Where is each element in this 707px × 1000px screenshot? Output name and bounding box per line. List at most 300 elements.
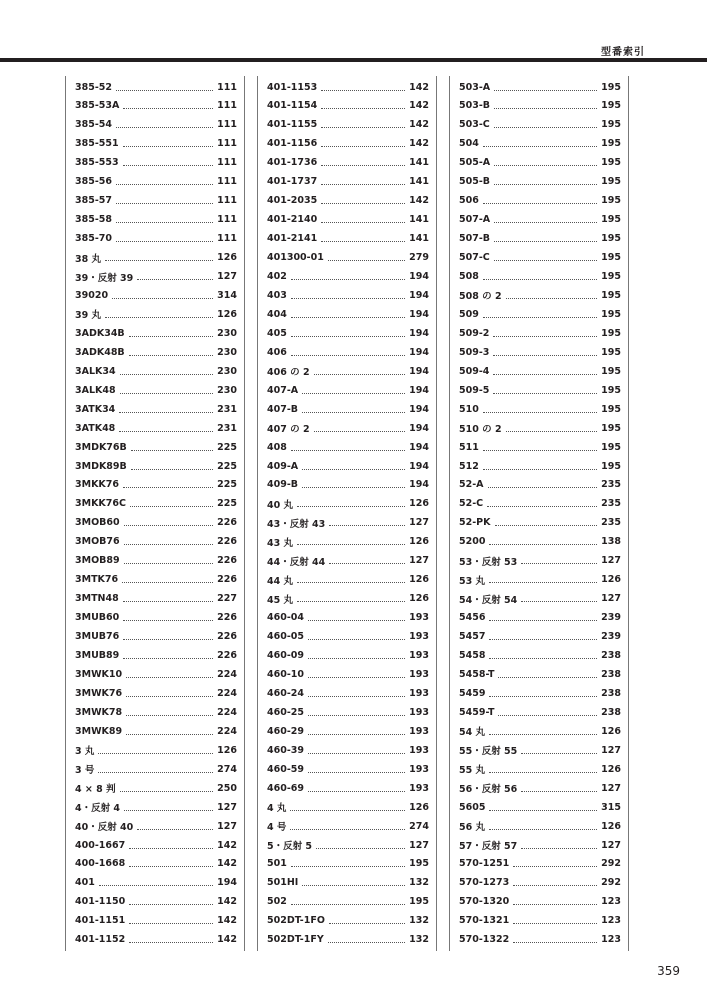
index-entry: [459, 912, 621, 930]
index-entry-page: 226: [217, 517, 237, 529]
index-entry-code: 56 丸: [459, 822, 486, 834]
index-entry-code: 507-B: [459, 233, 491, 245]
index-entry-code: 52-C: [459, 498, 484, 510]
dot-leader: [130, 504, 213, 507]
index-entry: [75, 779, 237, 797]
index-entry: [459, 343, 621, 361]
index-entry: [267, 684, 429, 702]
index-entry: [75, 855, 237, 873]
index-entry-page: 224: [217, 668, 237, 680]
index-entry: [75, 590, 237, 608]
index-entry: [459, 722, 621, 740]
index-entry-page: 141: [409, 176, 429, 188]
index-entry: [459, 855, 621, 873]
index-entry-page: 195: [601, 271, 621, 282]
index-entry: [75, 684, 237, 702]
index-entry-code: 55 丸: [459, 765, 486, 777]
dot-leader: [105, 258, 213, 261]
index-entry-page: 126: [601, 820, 621, 832]
index-entry-page: 193: [409, 706, 429, 718]
index-entry-code: 508: [459, 271, 479, 282]
index-entry: [267, 931, 429, 949]
dot-leader: [493, 391, 597, 394]
index-entry: [459, 457, 621, 475]
dot-leader: [112, 296, 213, 299]
index-entry-page: 193: [409, 744, 429, 756]
dot-leader: [290, 808, 405, 811]
index-entry: [459, 552, 621, 570]
index-entry-page: 194: [409, 271, 429, 282]
dot-leader: [308, 713, 405, 716]
index-entry-code: 507-A: [459, 214, 491, 226]
index-entry: [459, 438, 621, 456]
dot-leader: [98, 770, 213, 773]
index-entry: [267, 703, 429, 721]
dot-leader: [489, 732, 597, 735]
index-entry: [75, 116, 237, 134]
index-entry: [75, 571, 237, 589]
index-entry-code: 570-1321: [459, 915, 510, 927]
index-entry: [267, 400, 429, 418]
index-entry: [267, 741, 429, 759]
dot-leader: [513, 921, 597, 924]
index-entry-code: 512: [459, 460, 479, 472]
index-entry: [75, 722, 237, 740]
dot-leader: [297, 580, 405, 583]
index-entry-page: 142: [217, 896, 237, 908]
dot-leader: [521, 599, 597, 602]
dot-leader: [119, 410, 213, 413]
index-entry-code: 401-1156: [267, 138, 318, 150]
index-entry-page: 231: [217, 403, 237, 415]
index-entry: [75, 362, 237, 380]
index-entry-code: 3 丸: [75, 746, 95, 758]
index-entry-page: 194: [409, 346, 429, 358]
dot-leader: [329, 561, 405, 564]
index-entry: [459, 249, 621, 267]
index-entry: [267, 419, 429, 437]
index-entry-code: 40 丸: [267, 499, 294, 511]
index-entry-code: 57・反射 57: [459, 841, 518, 852]
index-entry: [75, 211, 237, 229]
dot-leader: [308, 751, 405, 754]
dot-leader: [489, 656, 597, 659]
dot-leader: [494, 163, 597, 166]
dot-leader: [513, 883, 597, 886]
index-entry-code: 5458: [459, 650, 486, 661]
dot-leader: [120, 391, 214, 394]
index-entry-code: 40・反射 40: [75, 822, 134, 834]
dot-leader: [483, 277, 597, 280]
index-entry: [75, 665, 237, 683]
index-entry: [75, 874, 237, 892]
index-entry-code: 401-1153: [267, 81, 318, 93]
index-entry-page: 111: [217, 233, 237, 245]
index-entry: [75, 324, 237, 342]
index-entry: [267, 192, 429, 210]
dot-leader: [291, 902, 405, 905]
index-entry: [267, 268, 429, 286]
dot-leader: [513, 940, 597, 943]
index-entry-page: 142: [217, 934, 237, 946]
index-entry: [459, 305, 621, 323]
index-entry: [267, 514, 429, 532]
index-entry-code: 3MWK89: [75, 725, 123, 737]
dot-leader: [494, 182, 597, 185]
index-entry: [267, 628, 429, 646]
dot-leader: [308, 732, 405, 735]
index-entry-code: 407-A: [267, 384, 299, 396]
index-entry-page: 127: [217, 820, 237, 832]
index-entry-page: 126: [409, 801, 429, 813]
index-entry: [75, 192, 237, 210]
index-entry-page: 141: [409, 233, 429, 245]
index-entry-page: 194: [409, 403, 429, 415]
index-entry-page: 235: [601, 498, 621, 510]
index-entry-page: 230: [217, 346, 237, 358]
index-entry-page: 123: [601, 934, 621, 946]
dot-leader: [329, 523, 405, 526]
index-entry-page: 126: [601, 574, 621, 586]
index-entry-code: 3MDK76B: [75, 441, 127, 453]
index-entry-code: 43・反射 43: [267, 518, 326, 530]
index-entry: [75, 514, 237, 532]
index-entry-code: 401-1152: [75, 934, 126, 946]
dot-leader: [291, 353, 405, 356]
index-entry: [459, 419, 621, 437]
index-entry: [267, 874, 429, 892]
index-entry: [267, 154, 429, 172]
index-entry: [75, 268, 237, 286]
dot-leader: [495, 523, 598, 526]
dot-leader: [494, 88, 597, 91]
index-entry-code: 5・反射 5: [267, 841, 313, 852]
dot-leader: [489, 637, 597, 640]
index-entry: [75, 533, 237, 551]
dot-leader: [123, 485, 213, 488]
index-entry: [267, 495, 429, 513]
index-entry-code: 5605: [459, 801, 486, 813]
dot-leader: [521, 561, 597, 564]
index-entry: [75, 760, 237, 778]
index-entry-page: 194: [409, 479, 429, 491]
index-entry-page: 238: [601, 668, 621, 680]
index-entry-page: 127: [409, 839, 429, 851]
index-entry: [267, 760, 429, 778]
index-entry-page: 238: [601, 706, 621, 718]
dot-leader: [487, 504, 597, 507]
index-entry-page: 126: [409, 536, 429, 548]
index-entry-page: 195: [601, 138, 621, 150]
index-entry-page: 194: [409, 365, 429, 377]
index-entry-page: 235: [601, 517, 621, 529]
dot-leader: [131, 448, 213, 451]
index-entry-page: 127: [601, 555, 621, 567]
index-entry-code: 409-A: [267, 460, 299, 472]
index-entry-code: 401-1154: [267, 100, 318, 112]
index-entry-page: 127: [217, 271, 237, 282]
dot-leader: [308, 770, 405, 773]
index-entry-page: 226: [217, 631, 237, 643]
index-entry-page: 195: [601, 460, 621, 472]
index-entry: [267, 173, 429, 191]
index-entry: [459, 817, 621, 835]
dot-leader: [328, 258, 405, 261]
index-entry-code: 406: [267, 346, 287, 358]
dot-leader: [493, 372, 597, 375]
index-entry: [267, 476, 429, 494]
index-entry-code: 39 丸: [75, 310, 102, 322]
index-entry: [75, 438, 237, 456]
index-column-3: [449, 76, 629, 951]
index-entry-page: 226: [217, 574, 237, 586]
dot-leader: [308, 637, 405, 640]
page-header-title: 型番索引: [601, 47, 645, 58]
dot-leader: [483, 315, 597, 318]
index-entry: [267, 230, 429, 248]
index-entry-page: 226: [217, 536, 237, 548]
index-entry: [267, 249, 429, 267]
index-entry-code: 44 丸: [267, 575, 294, 587]
index-entry-page: 195: [601, 308, 621, 320]
index-entry: [459, 665, 621, 683]
index-entry-code: 3ADK48B: [75, 346, 125, 358]
dot-leader: [308, 656, 405, 659]
index-entry: [75, 249, 237, 267]
index-entry: [459, 173, 621, 191]
index-entry: [75, 305, 237, 323]
index-entry-page: 224: [217, 706, 237, 718]
index-entry-code: 3MTK76: [75, 574, 119, 586]
index-entry-code: 502: [267, 896, 287, 908]
index-entry-code: 511: [459, 441, 479, 453]
index-entry-page: 193: [409, 725, 429, 737]
index-entry-page: 126: [217, 252, 237, 264]
dot-leader: [105, 315, 213, 318]
index-entry-code: 460-10: [267, 668, 304, 680]
dot-leader: [321, 88, 405, 91]
index-entry: [267, 722, 429, 740]
dot-leader: [123, 656, 213, 659]
dot-leader: [297, 599, 405, 602]
dot-leader: [129, 846, 213, 849]
index-entry: [75, 647, 237, 665]
index-entry-code: 5459-T: [459, 706, 495, 718]
index-entry-page: 194: [409, 289, 429, 301]
index-entry-code: 404: [267, 308, 287, 320]
index-entry-code: 401-1151: [75, 915, 126, 927]
index-entry-code: 5457: [459, 631, 486, 643]
dot-leader: [513, 864, 597, 867]
index-entry-page: 314: [217, 289, 237, 301]
index-entry-page: 225: [217, 441, 237, 453]
index-entry: [267, 779, 429, 797]
index-entry-page: 195: [601, 100, 621, 112]
index-entry-code: 3ATK34: [75, 403, 116, 415]
index-entry-page: 193: [409, 763, 429, 775]
index-entry-code: 503-A: [459, 81, 491, 93]
index-entry-page: 239: [601, 612, 621, 624]
index-entry: [267, 457, 429, 475]
index-entry-code: 401-1155: [267, 119, 318, 131]
index-entry: [459, 798, 621, 816]
index-entry: [75, 154, 237, 172]
index-entry-page: 230: [217, 365, 237, 377]
index-entry: [459, 590, 621, 608]
index-entry: [267, 836, 429, 854]
page-number: 359: [657, 964, 680, 978]
index-entry: [75, 798, 237, 816]
index-entry-page: 193: [409, 650, 429, 661]
index-entry-page: 141: [409, 214, 429, 226]
index-entry-code: 39・反射 39: [75, 272, 134, 284]
index-entry: [459, 533, 621, 551]
index-entry: [75, 609, 237, 627]
index-entry: [75, 931, 237, 949]
index-entry-code: 385-553: [75, 157, 119, 169]
index-entry-code: 570-1320: [459, 896, 510, 908]
dot-leader: [302, 467, 405, 470]
dot-leader: [489, 827, 597, 830]
index-entry: [459, 836, 621, 854]
index-entry: [267, 665, 429, 683]
index-entry-code: 385-551: [75, 138, 119, 150]
index-entry-code: 52-PK: [459, 517, 491, 529]
dot-leader: [123, 144, 214, 147]
index-entry-code: 55・反射 55: [459, 746, 518, 758]
index-entry-code: 3MWK10: [75, 668, 123, 680]
index-entry-page: 226: [217, 555, 237, 567]
index-entry-page: 193: [409, 612, 429, 624]
index-entry: [267, 590, 429, 608]
index-entry: [267, 855, 429, 873]
dot-leader: [297, 504, 405, 507]
index-entry-page: 195: [601, 327, 621, 339]
dot-leader: [123, 163, 214, 166]
index-entry-page: 127: [409, 555, 429, 567]
dot-leader: [498, 713, 597, 716]
dot-leader: [314, 429, 406, 432]
index-entry-page: 127: [409, 517, 429, 529]
index-entry: [267, 324, 429, 342]
index-entry-code: 570-1322: [459, 934, 510, 946]
index-entry-page: 231: [217, 422, 237, 434]
index-entry-page: 126: [217, 744, 237, 756]
dot-leader: [316, 846, 405, 849]
index-entry-code: 460-04: [267, 612, 304, 624]
index-entry-page: 142: [409, 195, 429, 207]
dot-leader: [116, 125, 213, 128]
index-entry: [75, 286, 237, 304]
index-entry: [267, 381, 429, 399]
dot-leader: [124, 561, 214, 564]
dot-leader: [126, 694, 213, 697]
dot-leader: [291, 277, 405, 280]
index-entry-page: 193: [409, 782, 429, 794]
index-entry: [459, 628, 621, 646]
index-entry-page: 127: [601, 782, 621, 794]
index-entry-page: 226: [217, 612, 237, 624]
index-entry: [267, 817, 429, 835]
index-entry: [459, 154, 621, 172]
index-entry-page: 111: [217, 176, 237, 188]
index-entry-code: 3MKK76C: [75, 498, 126, 510]
index-entry-page: 132: [409, 915, 429, 927]
index-entry: [75, 457, 237, 475]
index-entry-code: 53・反射 53: [459, 556, 518, 568]
index-entry-page: 111: [217, 119, 237, 131]
index-entry: [459, 495, 621, 513]
dot-leader: [99, 883, 213, 886]
index-entry: [267, 362, 429, 380]
dot-leader: [291, 296, 405, 299]
index-entry-code: 460-25: [267, 706, 304, 718]
index-entry: [459, 135, 621, 153]
index-entry-code: 3MUB60: [75, 612, 120, 624]
dot-leader: [489, 542, 597, 545]
index-entry-page: 239: [601, 631, 621, 643]
index-columns: [65, 76, 641, 951]
index-entry-code: 4 号: [267, 822, 287, 834]
index-entry: [459, 400, 621, 418]
dot-leader: [489, 580, 597, 583]
index-entry: [267, 647, 429, 665]
index-entry: [267, 571, 429, 589]
index-entry-code: 54・反射 54: [459, 594, 518, 606]
dot-leader: [126, 713, 213, 716]
index-entry-page: 226: [217, 650, 237, 661]
index-entry-code: 401-2141: [267, 233, 318, 245]
index-entry-page: 195: [601, 157, 621, 169]
index-entry-code: 3ALK34: [75, 365, 116, 377]
index-entry: [459, 893, 621, 911]
index-entry-code: 5200: [459, 536, 486, 548]
index-entry-code: 44・反射 44: [267, 556, 326, 568]
dot-leader: [321, 144, 405, 147]
index-entry-page: 138: [601, 536, 621, 548]
index-entry-code: 504: [459, 138, 479, 150]
dot-leader: [129, 334, 213, 337]
index-entry-page: 142: [217, 858, 237, 870]
dot-leader: [483, 467, 597, 470]
index-entry: [459, 571, 621, 589]
index-entry: [459, 779, 621, 797]
dot-leader: [123, 637, 213, 640]
dot-leader: [120, 372, 214, 375]
index-entry-page: 126: [217, 308, 237, 320]
dot-leader: [521, 846, 597, 849]
index-entry-code: 508 の 2: [459, 291, 502, 303]
index-entry-page: 230: [217, 384, 237, 396]
index-entry-code: 385-57: [75, 195, 112, 207]
dot-leader: [131, 467, 213, 470]
index-entry-code: 408: [267, 441, 287, 453]
index-entry-code: 3 号: [75, 765, 95, 777]
index-entry-page: 194: [409, 460, 429, 472]
index-entry: [459, 609, 621, 627]
index-entry: [459, 381, 621, 399]
index-entry-code: 5458-T: [459, 668, 495, 680]
index-entry-code: 570-1273: [459, 877, 510, 889]
dot-leader: [489, 694, 597, 697]
index-entry: [75, 230, 237, 248]
index-entry-page: 123: [601, 896, 621, 908]
index-entry: [75, 741, 237, 759]
index-entry-code: 385-54: [75, 119, 112, 131]
index-entry-page: 141: [409, 157, 429, 169]
dot-leader: [116, 239, 213, 242]
index-entry-page: 195: [601, 233, 621, 245]
